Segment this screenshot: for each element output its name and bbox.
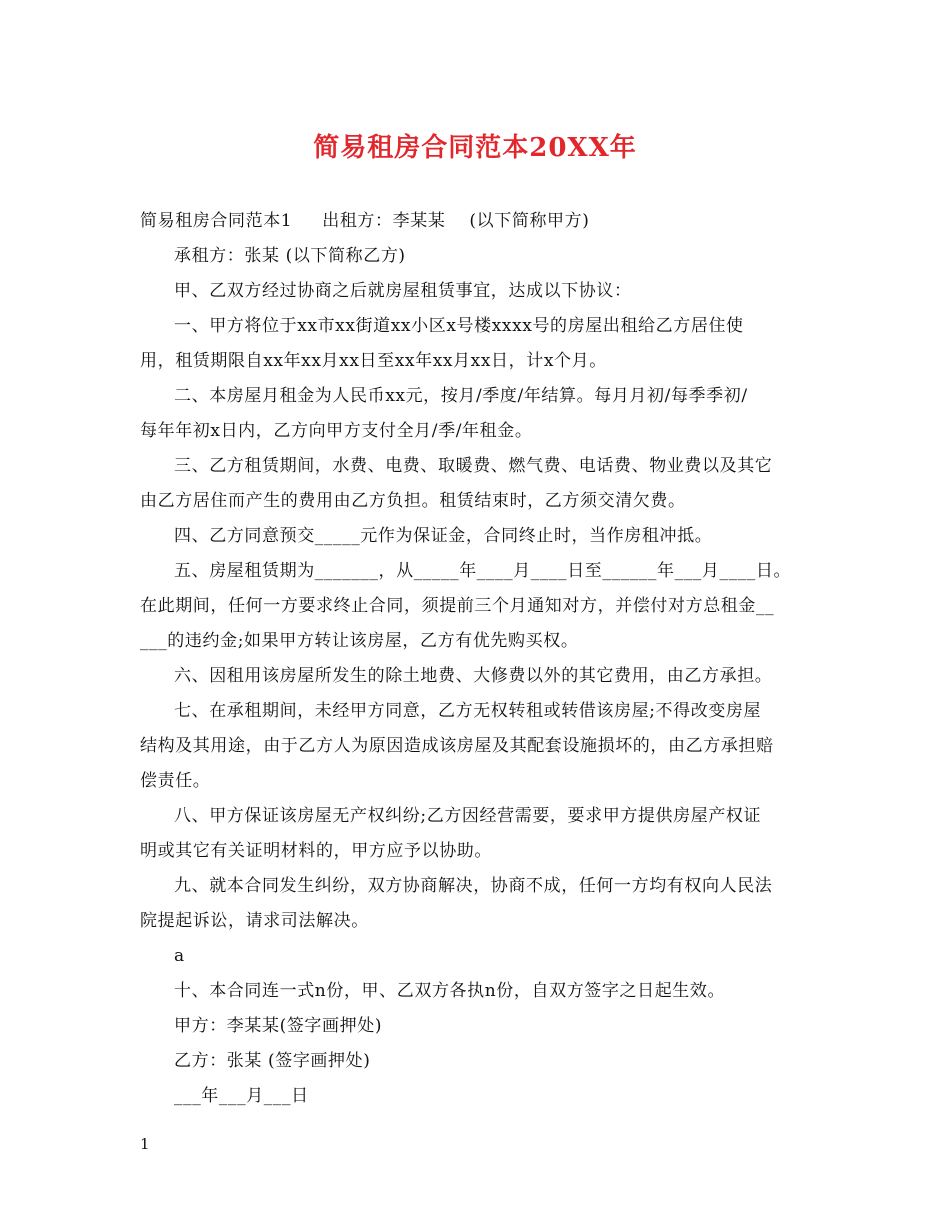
clause-8-line-2: 明或其它有关证明材料的，甲方应予以协助。 bbox=[140, 841, 492, 861]
intro-heading: 简易租房合同范本1 bbox=[140, 211, 293, 231]
page-number: 1 bbox=[140, 1135, 150, 1153]
clause-5-line-2: 在此期间，任何一方要求终止合同，须提前三个月通知对方，并偿付对方总租金__ bbox=[140, 596, 775, 616]
party-b-signature: 乙方：张某 (签字画押处) bbox=[174, 1051, 371, 1071]
clause-9-line-2: 院提起诉讼，请求司法解决。 bbox=[140, 911, 369, 931]
document-title: 简易租房合同范本20XX年 bbox=[313, 133, 637, 163]
signature-date: ___年___月___日 bbox=[174, 1086, 309, 1106]
agreement-intro: 甲、乙双方经过协商之后就房屋租赁事宜，达成以下协议： bbox=[174, 281, 632, 301]
clause-1-line-1: 一、甲方将位于xx市xx街道xx小区x号楼xxxx号的房屋出租给乙方居住使 bbox=[174, 316, 744, 336]
clause-5-line-3: ___的违约金;如果甲方转让该房屋，乙方有优先购买权。 bbox=[140, 631, 579, 651]
clause-2-line-2: 每年年初x日内，乙方向甲方支付全月/季/年租金。 bbox=[140, 421, 533, 441]
clause-8-line-1: 八、甲方保证该房屋无产权纠纷;乙方因经营需要，要求甲方提供房屋产权证 bbox=[174, 806, 762, 826]
clause-5-line-1: 五、房屋租赁期为_______，从_____年____月____日至______年___月____日。 bbox=[174, 561, 792, 581]
clause-3-line-2: 由乙方居住而产生的费用由乙方负担。租赁结束时，乙方须交清欠费。 bbox=[140, 491, 686, 511]
clause-2-line-1: 二、本房屋月租金为人民币xx元，按月/季度/年结算。每月月初/每季季初/ bbox=[174, 386, 748, 406]
clause-7-line-3: 偿责任。 bbox=[140, 771, 211, 791]
clause-6: 六、因租用该房屋所发生的除土地费、大修费以外的其它费用，由乙方承担。 bbox=[174, 666, 773, 686]
clause-3-line-1: 三、乙方租赁期间，水费、电费、取暖费、燃气费、电话费、物业费以及其它 bbox=[174, 456, 773, 476]
lessor-text: 出租方：李某某 bbox=[322, 211, 446, 231]
contract-body bbox=[140, 204, 820, 1114]
clause-9-line-1: 九、就本合同发生纠纷，双方协商解决，协商不成，任何一方均有权向人民法 bbox=[174, 876, 773, 896]
stray-character: a bbox=[174, 946, 185, 966]
lessee-line: 承租方：张某 (以下简称乙方) bbox=[174, 246, 406, 266]
intro-line bbox=[140, 204, 820, 239]
party-a-signature: 甲方：李某某(签字画押处) bbox=[174, 1016, 383, 1036]
lessor-note: (以下简称甲方) bbox=[469, 211, 590, 231]
clause-10: 十、本合同连一式n份，甲、乙双方各执n份，自双方签字之日起生效。 bbox=[174, 981, 726, 1001]
clause-7-line-1: 七、在承租期间，未经甲方同意，乙方无权转租或转借该房屋;不得改变房屋 bbox=[174, 701, 762, 721]
clause-7-line-2: 结构及其用途，由于乙方人为原因造成该房屋及其配套设施损坏的，由乙方承担赔 bbox=[140, 736, 774, 756]
clause-1-line-2: 用，租赁期限自xx年xx月xx日至xx年xx月xx日，计x个月。 bbox=[140, 351, 607, 371]
clause-4: 四、乙方同意预交_____元作为保证金，合同终止时，当作房租冲抵。 bbox=[174, 526, 713, 546]
